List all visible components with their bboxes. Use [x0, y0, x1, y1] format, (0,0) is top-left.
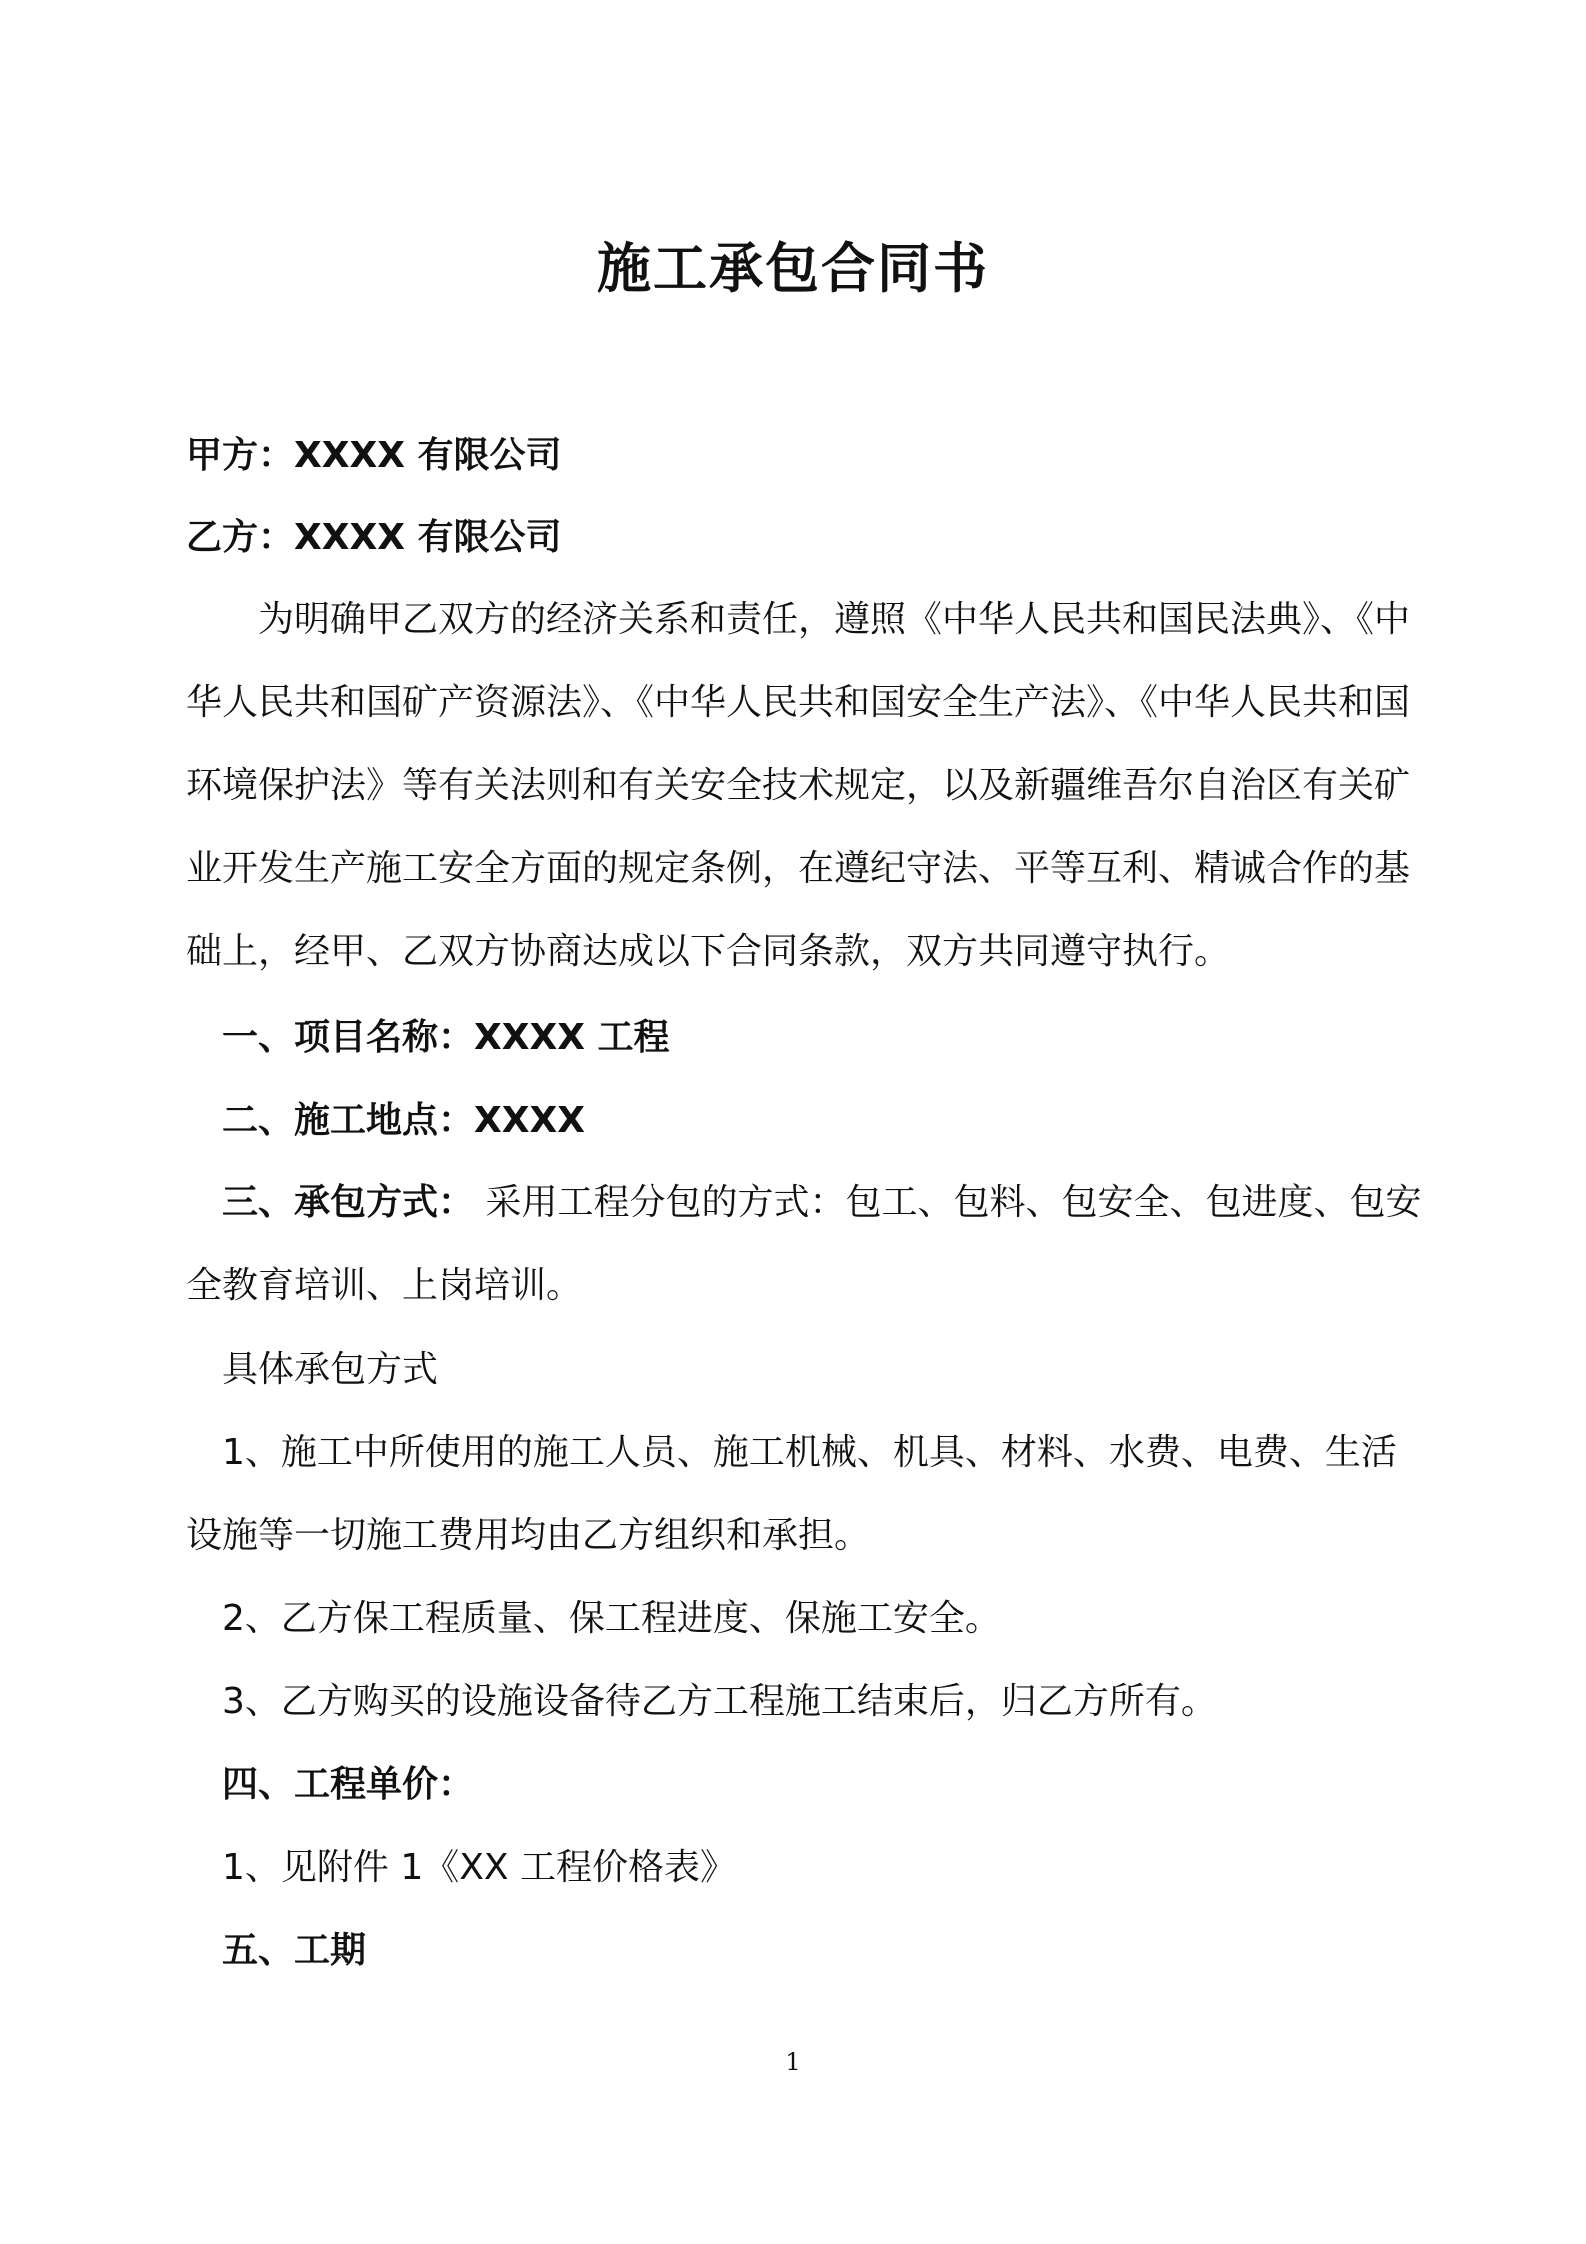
- mode-item-2: 2、乙方保工程质量、保工程进度、保施工安全。: [222, 1598, 1001, 1639]
- section-location: 二、施工地点：XXXX: [222, 1100, 586, 1141]
- intro-line-5: 础上，经甲、乙双方协商达成以下合同条款，双方共同遵守执行。: [186, 931, 1231, 972]
- intro-line-4: 业开发生产施工安全方面的规定条例，在遵纪守法、平等互利、精诚合作的基: [186, 848, 1411, 889]
- mode-item-3: 3、乙方购买的设施设备待乙方工程施工结束后，归乙方所有。: [222, 1681, 1217, 1722]
- mode-item-1: 1、施工中所使用的施工人员、施工机械、机具、材料、水费、电费、生活: [222, 1432, 1397, 1473]
- page-number: 1: [785, 2048, 801, 2076]
- section-contract-mode-text: 采用工程分包的方式：包工、包料、包安全、包进度、包安: [485, 1182, 1422, 1223]
- section-project-name: 一、项目名称：XXXX 工程: [222, 1017, 670, 1058]
- section-contract-mode: [222, 1177, 1421, 1229]
- section-contract-mode-line-2: 全教育培训、上岗培训。: [186, 1265, 583, 1306]
- mode-item-1-cont: 设施等一切施工费用均由乙方组织和承担。: [186, 1515, 871, 1556]
- section-contract-mode-heading: 三、承包方式：: [222, 1182, 475, 1223]
- unit-price-item: 1、见附件 1《XX 工程价格表》: [222, 1847, 737, 1888]
- party-b: 乙方：XXXX 有限公司: [186, 517, 562, 558]
- section-unit-price: 四、工程单价：: [222, 1764, 475, 1805]
- intro-line-3: 环境保护法》等有关法则和有关安全技术规定，以及新疆维吾尔自治区有关矿: [186, 765, 1411, 806]
- document-title: 施工承包合同书: [597, 237, 989, 300]
- party-a: 甲方：XXXX 有限公司: [186, 435, 562, 476]
- intro-line-2: 华人民共和国矿产资源法》、《中华人民共和国安全生产法》、《中华人民共和国: [186, 682, 1411, 723]
- intro-line-1: 为明确甲乙双方的经济关系和责任，遵照《中华人民共和国民法典》、《中: [258, 599, 1411, 640]
- section-duration: 五、工期: [222, 1930, 367, 1971]
- mode-heading: 具体承包方式: [222, 1349, 439, 1390]
